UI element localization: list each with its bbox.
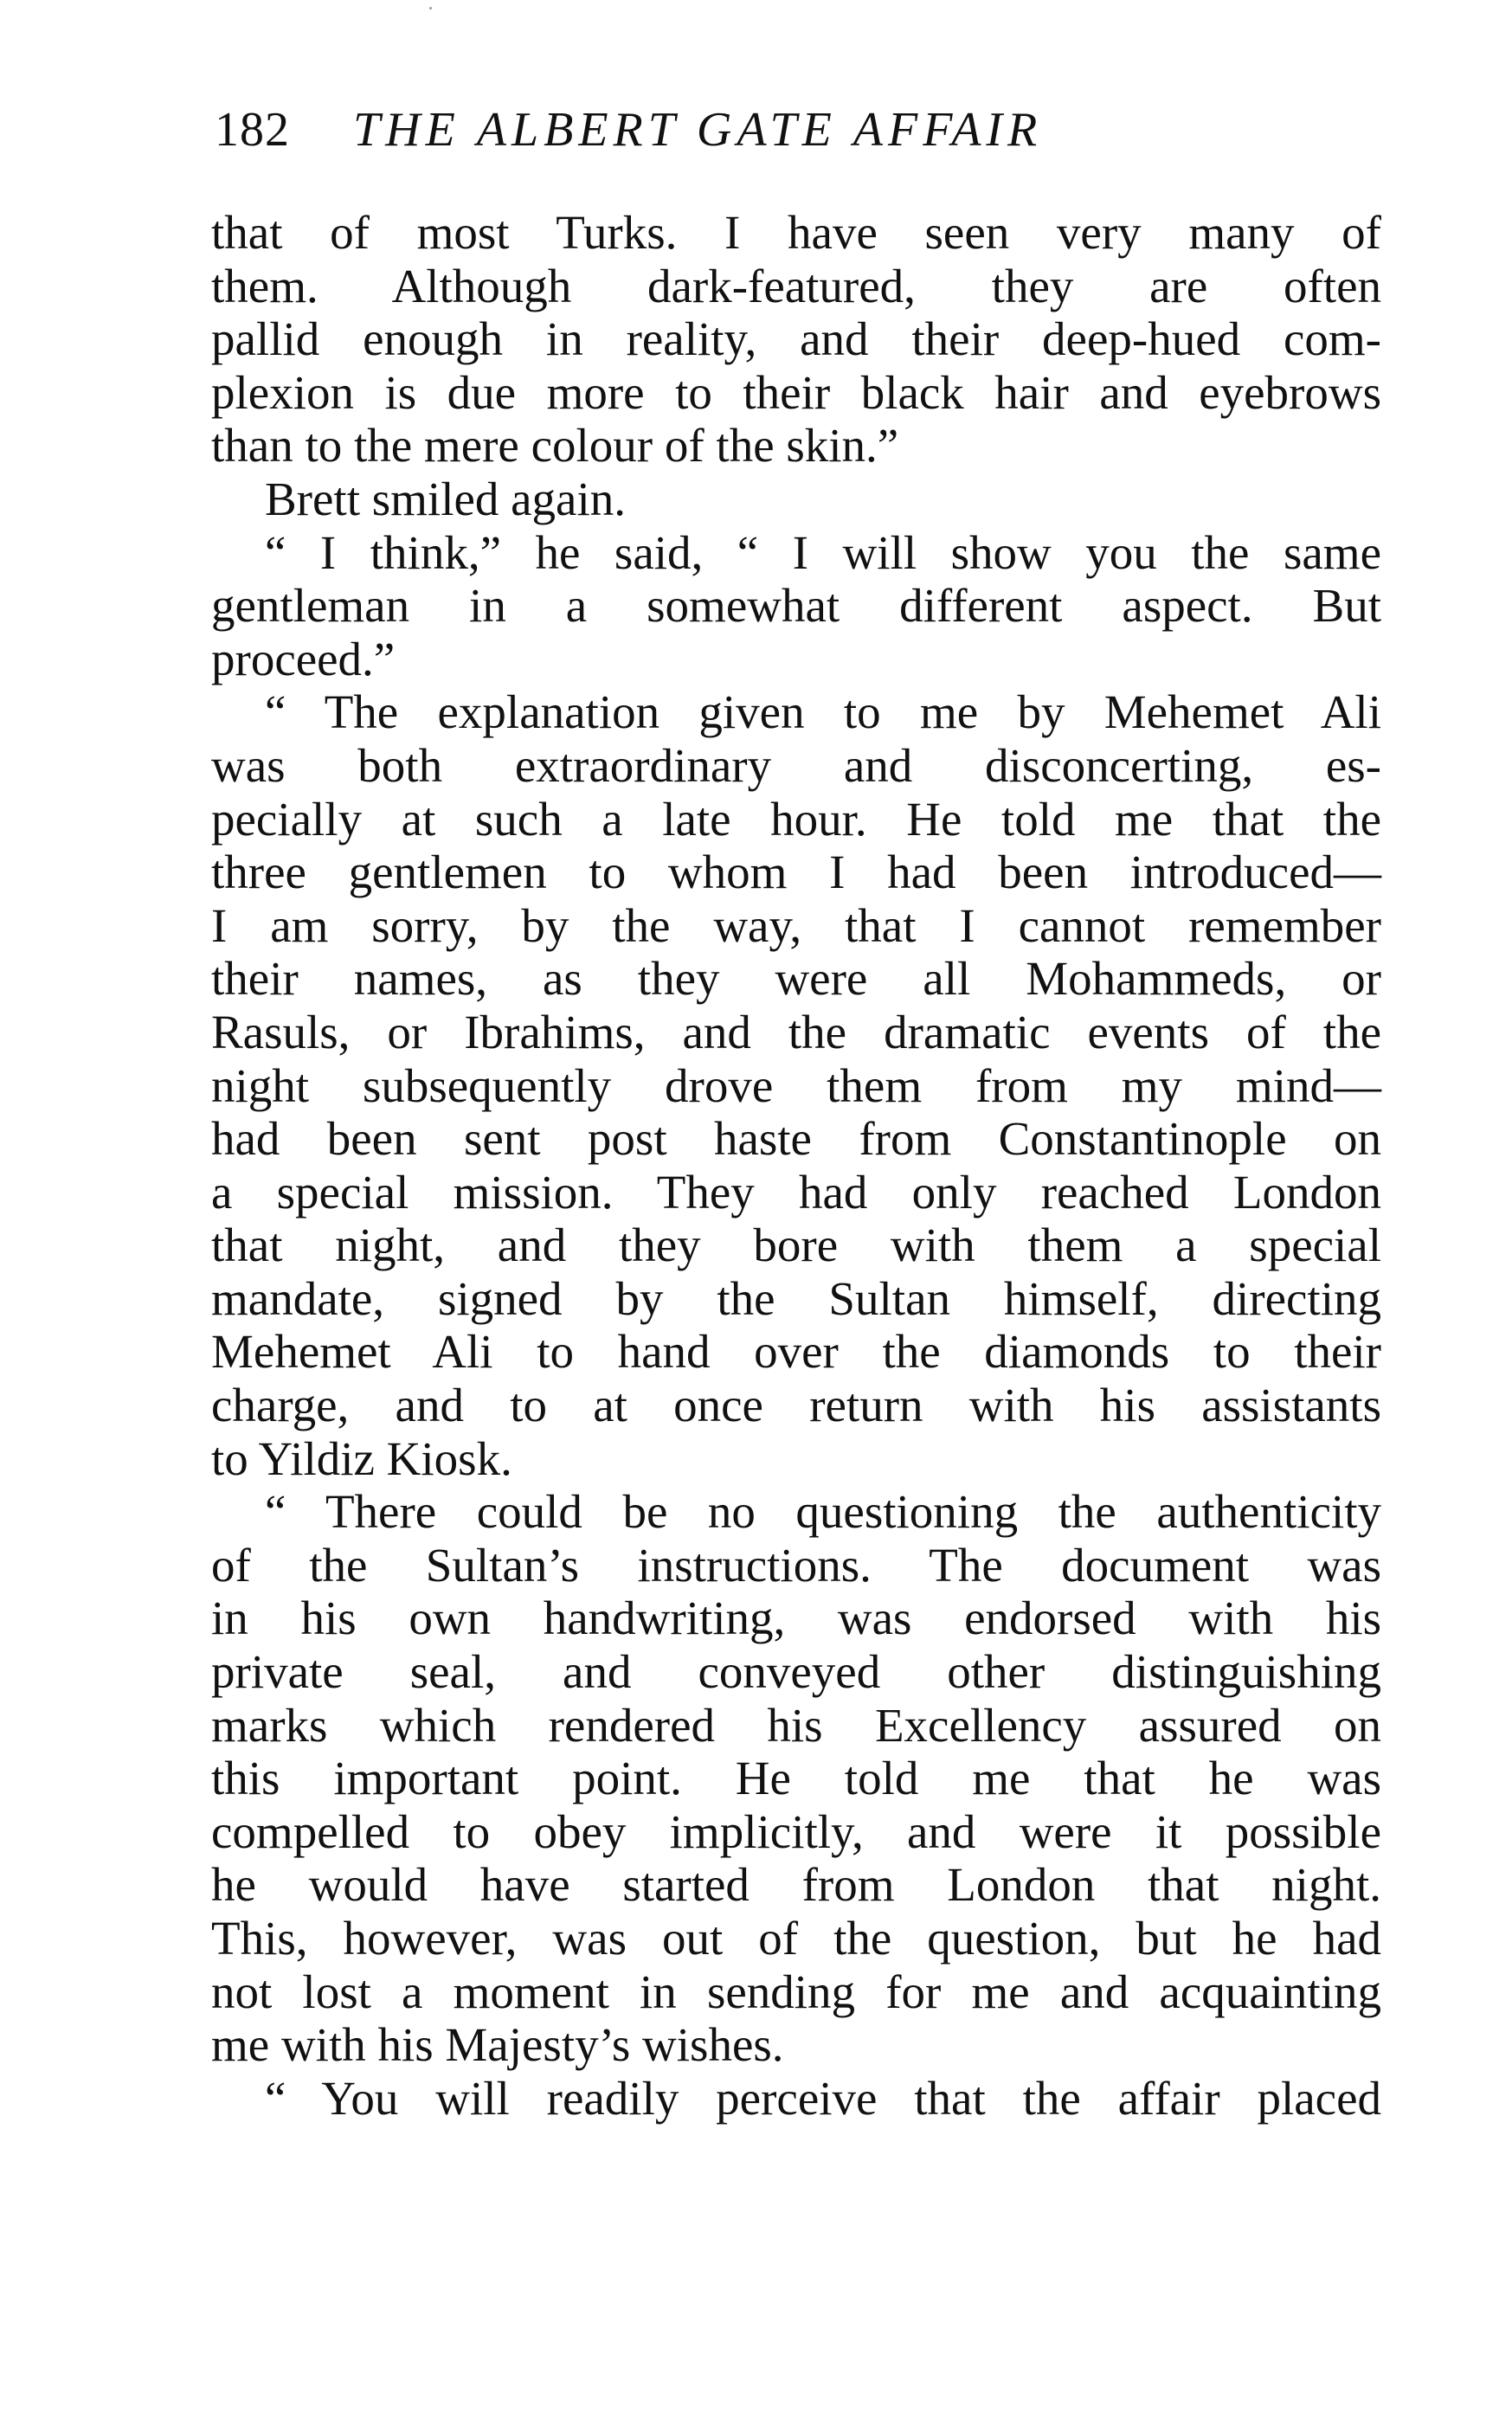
text-line: private seal, and conveyed other distinguishing xyxy=(211,1645,1381,1699)
text-line: not lost a moment in sending for me and acquainting xyxy=(211,1965,1381,2018)
text-line: three gentlemen to whom I had been introduced— xyxy=(211,846,1381,899)
text-line: marks which rendered his Excellency assured on xyxy=(211,1698,1381,1752)
page-header xyxy=(215,102,1383,163)
text-line: he would have started from London that night. xyxy=(211,1858,1381,1912)
text-line: than to the mere colour of the skin.” xyxy=(211,419,899,473)
text-line: a special mission. They had only reached London xyxy=(211,1165,1381,1219)
scan-speck xyxy=(429,7,432,10)
text-line: “ The explanation given to me by Mehemet Ali xyxy=(265,685,1381,739)
text-line: that of most Turks. I have seen very many of xyxy=(211,206,1381,259)
text-line: mandate, signed by the Sultan himself, directing xyxy=(211,1271,1381,1325)
running-title: THE ALBERT GATE AFFAIR xyxy=(353,103,1043,157)
text-line: me with his Majesty’s wishes. xyxy=(211,2018,784,2072)
text-line: was both extraordinary and disconcerting, es- xyxy=(211,738,1381,792)
text-line: “ There could be no questioning the authenticity xyxy=(265,1485,1381,1539)
text-line: Mehemet Ali to hand over the diamonds to their xyxy=(211,1325,1381,1379)
text-line: I am sorry, by the way, that I cannot remember xyxy=(211,898,1381,952)
page-number: 182 xyxy=(215,103,290,157)
text-line: “ I think,” he said, “ I will show you the same xyxy=(265,525,1381,579)
text-line: night subsequently drove them from my mind— xyxy=(211,1058,1381,1112)
text-line: pecially at such a late hour. He told me that the xyxy=(211,792,1381,846)
text-line: charge, and to at once return with his assistants xyxy=(211,1379,1381,1432)
text-line: them. Although dark-featured, they are often xyxy=(211,259,1381,312)
text-line: “ You will readily perceive that the affair placed xyxy=(265,2071,1381,2125)
text-line: had been sent post haste from Constantinople on xyxy=(211,1112,1381,1166)
text-line: this important point. He told me that he was xyxy=(211,1752,1381,1805)
text-line: gentleman in a somewhat different aspect. But xyxy=(211,579,1381,633)
text-line: that night, and they bore with them a special xyxy=(211,1219,1381,1272)
text-line: proceed.” xyxy=(211,632,396,685)
text-line: to Yildiz Kiosk. xyxy=(211,1431,512,1485)
text-line: plexion is due more to their black hair and eyebrows xyxy=(211,365,1381,419)
text-line: Brett smiled again. xyxy=(265,472,626,525)
text-line: compelled to obey implicitly, and were it possible xyxy=(211,1804,1381,1858)
text-line: This, however, was out of the question, but he had xyxy=(211,1912,1381,1965)
text-line: pallid enough in reality, and their deep-hued com- xyxy=(211,312,1381,366)
body-text xyxy=(211,206,1381,2125)
text-line: of the Sultan’s instructions. The document was xyxy=(211,1538,1381,1592)
text-line: their names, as they were all Mohammeds, or xyxy=(211,952,1381,1006)
text-line: in his own handwriting, was endorsed with his xyxy=(211,1592,1381,1645)
text-line: Rasuls, or Ibrahims, and the dramatic events of the xyxy=(211,1005,1381,1058)
